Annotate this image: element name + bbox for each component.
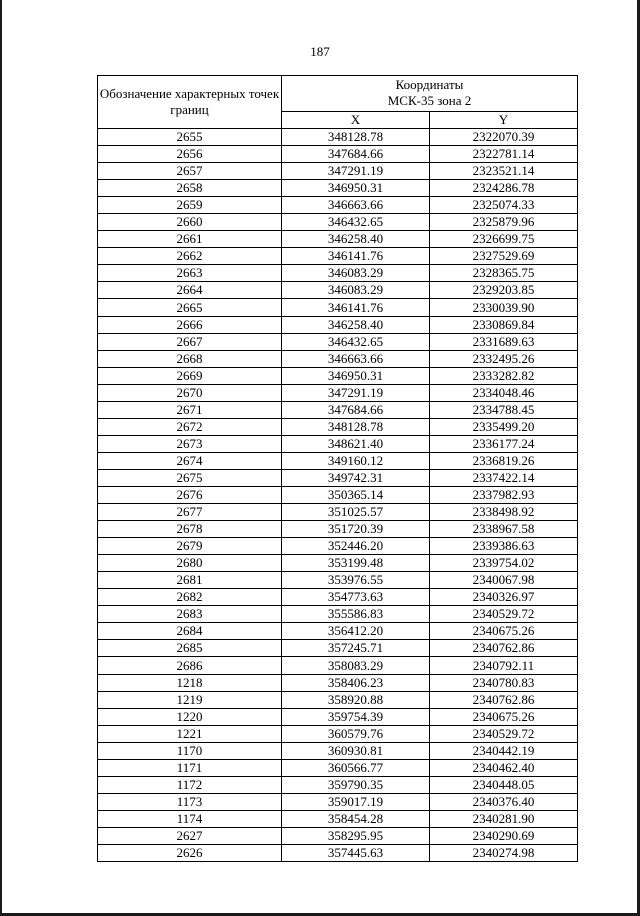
cell-y: 2340762.86 xyxy=(430,691,578,708)
cell-y: 2327529.69 xyxy=(430,248,578,265)
cell-point: 2658 xyxy=(98,180,282,197)
cell-x: 346950.31 xyxy=(282,180,430,197)
cell-x: 351025.57 xyxy=(282,504,430,521)
cell-point: 2683 xyxy=(98,606,282,623)
cell-y: 2325879.96 xyxy=(430,214,578,231)
cell-x: 360566.77 xyxy=(282,759,430,776)
cell-y: 2340274.98 xyxy=(430,844,578,861)
table-row xyxy=(98,350,578,367)
cell-point: 2659 xyxy=(98,197,282,214)
cell-x: 346663.66 xyxy=(282,350,430,367)
cell-y: 2340780.83 xyxy=(430,674,578,691)
cell-y: 2330869.84 xyxy=(430,316,578,333)
cell-x: 348128.78 xyxy=(282,129,430,146)
table-row xyxy=(98,452,578,469)
cell-point: 2666 xyxy=(98,316,282,333)
cell-y: 2339386.63 xyxy=(430,538,578,555)
header-x: X xyxy=(282,111,430,128)
cell-point: 2676 xyxy=(98,486,282,503)
cell-y: 2338498.92 xyxy=(430,504,578,521)
cell-x: 353199.48 xyxy=(282,555,430,572)
table-row xyxy=(98,231,578,248)
cell-x: 357445.63 xyxy=(282,844,430,861)
header-point-designation: Обозначение характерных точек границ xyxy=(98,76,282,129)
cell-y: 2340067.98 xyxy=(430,572,578,589)
cell-point: 2684 xyxy=(98,623,282,640)
table-row xyxy=(98,589,578,606)
cell-point: 2686 xyxy=(98,657,282,674)
table-row xyxy=(98,657,578,674)
cell-x: 359754.39 xyxy=(282,708,430,725)
cell-point: 2667 xyxy=(98,333,282,350)
cell-y: 2337422.14 xyxy=(430,469,578,486)
cell-point: 2627 xyxy=(98,827,282,844)
cell-x: 346258.40 xyxy=(282,316,430,333)
cell-point: 2655 xyxy=(98,129,282,146)
cell-x: 355586.83 xyxy=(282,606,430,623)
table-row xyxy=(98,469,578,486)
cell-x: 352446.20 xyxy=(282,538,430,555)
cell-point: 2670 xyxy=(98,384,282,401)
table-row xyxy=(98,129,578,146)
table-row xyxy=(98,742,578,759)
table-row xyxy=(98,265,578,282)
cell-point: 2626 xyxy=(98,844,282,861)
cell-point: 1172 xyxy=(98,776,282,793)
cell-x: 350365.14 xyxy=(282,486,430,503)
table-row xyxy=(98,504,578,521)
cell-point: 2681 xyxy=(98,572,282,589)
cell-y: 2340529.72 xyxy=(430,725,578,742)
table-row xyxy=(98,299,578,316)
cell-point: 2669 xyxy=(98,367,282,384)
cell-point: 2677 xyxy=(98,504,282,521)
table-row xyxy=(98,418,578,435)
cell-x: 348621.40 xyxy=(282,435,430,452)
scan-edge-left xyxy=(0,0,2,916)
cell-point: 2682 xyxy=(98,589,282,606)
table-row xyxy=(98,248,578,265)
cell-x: 346083.29 xyxy=(282,282,430,299)
table-row xyxy=(98,146,578,163)
cell-y: 2337982.93 xyxy=(430,486,578,503)
cell-x: 346258.40 xyxy=(282,231,430,248)
table-row xyxy=(98,521,578,538)
cell-y: 2340442.19 xyxy=(430,742,578,759)
table-row xyxy=(98,640,578,657)
cell-point: 2680 xyxy=(98,555,282,572)
cell-y: 2324286.78 xyxy=(430,180,578,197)
cell-point: 1171 xyxy=(98,759,282,776)
cell-point: 2679 xyxy=(98,538,282,555)
cell-x: 358920.88 xyxy=(282,691,430,708)
table-row xyxy=(98,827,578,844)
cell-y: 2336177.24 xyxy=(430,435,578,452)
cell-y: 2340448.05 xyxy=(430,776,578,793)
cell-x: 358454.28 xyxy=(282,810,430,827)
cell-y: 2340290.69 xyxy=(430,827,578,844)
table-row xyxy=(98,214,578,231)
table-row xyxy=(98,163,578,180)
cell-x: 346663.66 xyxy=(282,197,430,214)
cell-point: 2656 xyxy=(98,146,282,163)
cell-y: 2340675.26 xyxy=(430,708,578,725)
cell-x: 358295.95 xyxy=(282,827,430,844)
cell-y: 2322781.14 xyxy=(430,146,578,163)
cell-point: 2672 xyxy=(98,418,282,435)
table-row xyxy=(98,606,578,623)
cell-point: 1170 xyxy=(98,742,282,759)
cell-x: 346141.76 xyxy=(282,299,430,316)
cell-x: 349742.31 xyxy=(282,469,430,486)
table-row xyxy=(98,197,578,214)
cell-x: 347291.19 xyxy=(282,384,430,401)
cell-point: 2668 xyxy=(98,350,282,367)
cell-x: 356412.20 xyxy=(282,623,430,640)
cell-y: 2331689.63 xyxy=(430,333,578,350)
table-row xyxy=(98,844,578,861)
cell-point: 2671 xyxy=(98,401,282,418)
cell-x: 360930.81 xyxy=(282,742,430,759)
cell-x: 357245.71 xyxy=(282,640,430,657)
table-row xyxy=(98,691,578,708)
table-row xyxy=(98,367,578,384)
cell-y: 2335499.20 xyxy=(430,418,578,435)
cell-y: 2325074.33 xyxy=(430,197,578,214)
cell-point: 1174 xyxy=(98,810,282,827)
cell-x: 346950.31 xyxy=(282,367,430,384)
cell-point: 2662 xyxy=(98,248,282,265)
table-row xyxy=(98,401,578,418)
cell-x: 358406.23 xyxy=(282,674,430,691)
cell-y: 2339754.02 xyxy=(430,555,578,572)
cell-point: 2678 xyxy=(98,521,282,538)
cell-y: 2340376.40 xyxy=(430,793,578,810)
cell-point: 2663 xyxy=(98,265,282,282)
cell-point: 2674 xyxy=(98,452,282,469)
table-body xyxy=(98,129,578,862)
cell-y: 2332495.26 xyxy=(430,350,578,367)
cell-x: 354773.63 xyxy=(282,589,430,606)
table-row xyxy=(98,282,578,299)
header-coordinate-system: МСК-35 зона 2 xyxy=(387,93,472,109)
cell-x: 349160.12 xyxy=(282,452,430,469)
table-row xyxy=(98,384,578,401)
cell-point: 2660 xyxy=(98,214,282,231)
cell-y: 2334788.45 xyxy=(430,401,578,418)
table-row xyxy=(98,316,578,333)
cell-x: 359017.19 xyxy=(282,793,430,810)
cell-y: 2328365.75 xyxy=(430,265,578,282)
cell-point: 2665 xyxy=(98,299,282,316)
table-row xyxy=(98,674,578,691)
cell-y: 2336819.26 xyxy=(430,452,578,469)
cell-x: 347684.66 xyxy=(282,401,430,418)
cell-x: 346432.65 xyxy=(282,214,430,231)
cell-x: 346432.65 xyxy=(282,333,430,350)
header-coordinates-title: Координаты xyxy=(395,77,464,93)
cell-x: 346083.29 xyxy=(282,265,430,282)
cell-y: 2329203.85 xyxy=(430,282,578,299)
cell-y: 2340281.90 xyxy=(430,810,578,827)
table-row xyxy=(98,572,578,589)
cell-point: 1221 xyxy=(98,725,282,742)
cell-y: 2340529.72 xyxy=(430,606,578,623)
table-row xyxy=(98,708,578,725)
cell-x: 348128.78 xyxy=(282,418,430,435)
table-row xyxy=(98,623,578,640)
cell-point: 2675 xyxy=(98,469,282,486)
table-row xyxy=(98,486,578,503)
cell-x: 347291.19 xyxy=(282,163,430,180)
cell-y: 2340675.26 xyxy=(430,623,578,640)
table-row xyxy=(98,538,578,555)
cell-point: 2664 xyxy=(98,282,282,299)
cell-y: 2322070.39 xyxy=(430,129,578,146)
cell-point: 1219 xyxy=(98,691,282,708)
cell-point: 2685 xyxy=(98,640,282,657)
header-y: Y xyxy=(430,111,578,128)
table-row xyxy=(98,725,578,742)
cell-point: 2661 xyxy=(98,231,282,248)
cell-point: 2657 xyxy=(98,163,282,180)
cell-y: 2326699.75 xyxy=(430,231,578,248)
table-row xyxy=(98,555,578,572)
cell-x: 358083.29 xyxy=(282,657,430,674)
cell-y: 2340762.86 xyxy=(430,640,578,657)
cell-y: 2340326.97 xyxy=(430,589,578,606)
cell-y: 2323521.14 xyxy=(430,163,578,180)
cell-x: 346141.76 xyxy=(282,248,430,265)
page-number: 187 xyxy=(310,44,330,59)
cell-point: 2673 xyxy=(98,435,282,452)
cell-y: 2333282.82 xyxy=(430,367,578,384)
cell-y: 2338967.58 xyxy=(430,521,578,538)
coordinates-table xyxy=(97,75,578,862)
cell-x: 353976.55 xyxy=(282,572,430,589)
cell-x: 347684.66 xyxy=(282,146,430,163)
table-row xyxy=(98,810,578,827)
cell-point: 1173 xyxy=(98,793,282,810)
table-row xyxy=(98,759,578,776)
cell-x: 359790.35 xyxy=(282,776,430,793)
table-row xyxy=(98,793,578,810)
header-coordinates xyxy=(282,76,578,112)
cell-x: 360579.76 xyxy=(282,725,430,742)
table-row xyxy=(98,180,578,197)
cell-point: 1220 xyxy=(98,708,282,725)
cell-y: 2340462.40 xyxy=(430,759,578,776)
table-row xyxy=(98,776,578,793)
cell-x: 351720.39 xyxy=(282,521,430,538)
table-row xyxy=(98,333,578,350)
cell-y: 2330039.90 xyxy=(430,299,578,316)
cell-y: 2334048.46 xyxy=(430,384,578,401)
cell-y: 2340792.11 xyxy=(430,657,578,674)
cell-point: 1218 xyxy=(98,674,282,691)
table-row xyxy=(98,435,578,452)
